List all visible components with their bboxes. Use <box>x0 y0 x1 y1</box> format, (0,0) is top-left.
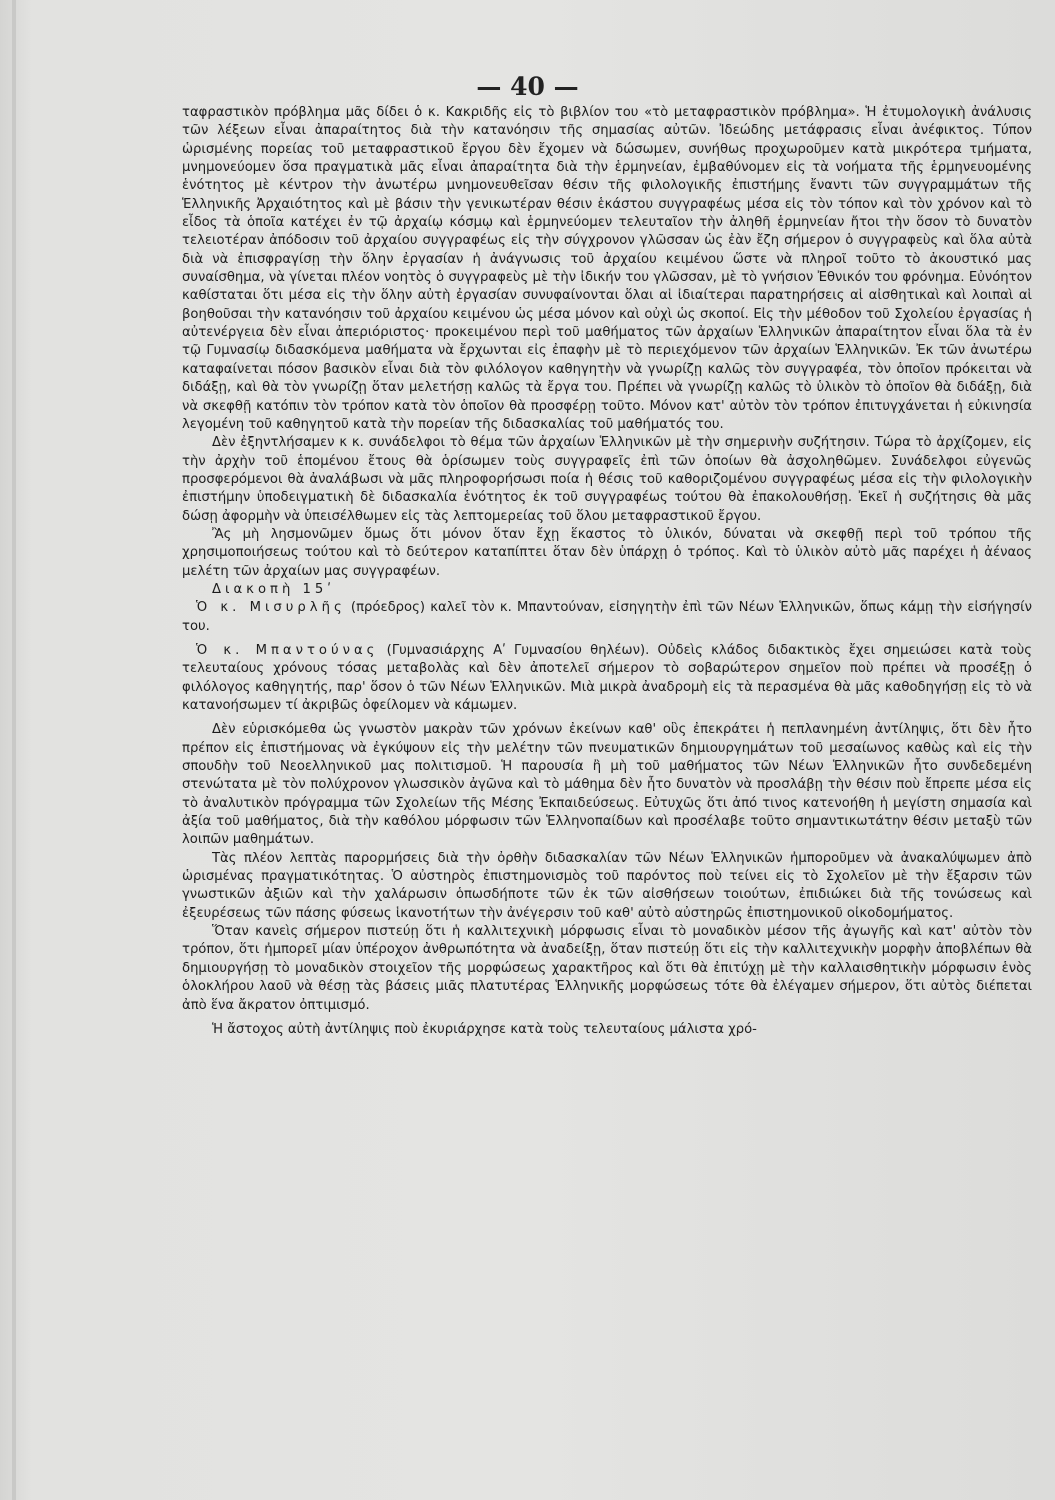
body-text <box>182 104 1032 1039</box>
speech-text: (Γυμνασιάρχης Αʹ Γυμνασίου θηλέων). Οὐδεὶς κλάδος διδακτικὸς ἔχει σημειώσει κατὰ τοὺς τελευταίους χρόνους τόσας μεταβολὰς καὶ δὲν ἀποτελεῖ σήμερον τὸ σοβαρώτερον σημεῖον ποὺ πρέπει νὰ προσέξῃ ὁ φιλόλογος καθηγητής, παρ' ὅσον ὁ τῶν Νέων Ἑλληνικῶν. Μιὰ μικρὰ ἀναδρομὴ εἰς τὰ περασμένα θὰ μᾶς καθοδηγήσῃ εἰς τὸ νὰ κατανοήσωμεν τί ἀκριβῶς ὀφείλομεν νὰ κάμωμεν. <box>182 642 1032 713</box>
paragraph: Ὅταν κανεὶς σήμερον πιστεύῃ ὅτι ἡ καλλιτεχνικὴ μόρφωσις εἶναι τὸ μοναδικὸν μέσον τῆς ἀγωγῆς καὶ κατ' αὐτὸν τὸν τρόπον, ὅτι ἠμπορεῖ μίαν ὑπέροχον ἀνθρωπότητα νὰ ἀναδείξῃ, ὅταν πιστεύῃ ὅτι εἰς τὴν καλλιτεχνικὴν μορφὴν ἀποβλέπων θὰ δημιουργήσῃ τὸ μοναδικὸν στοιχεῖον τῆς μορφώσεως χαρακτῆρος καὶ ὅτι θὰ ἐπιτύχῃ μὲ τὴν καλλαισθητικὴν μόρφωσιν ἑνὸς ὁλοκλήρου λαοῦ νὰ θέσῃ τὰς βάσεις μιᾶς πλατυτέρας Ἑλληνικῆς μορφώσεως τότε θὰ ἐλέγαμεν σήμερον, ὅτι αὐτὸς διέπεται ἀπὸ ἕνα ἄκρατον ὀπτιμισμό. <box>182 924 1032 1013</box>
paragraph: Ἡ ἄστοχος αὐτὴ ἀντίληψις ποὺ ἐκυριάρχησε κατὰ τοὺς τελευταίους μάλιστα χρό- <box>212 1021 757 1037</box>
paragraph: Τὰς πλέον λεπτὰς παρορμήσεις διὰ τὴν ὀρθὴν διδασκαλίαν τῶν Νέων Ἑλληνικῶν ἠμποροῦμεν νὰ ἀνακαλύψωμεν ἀπὸ ὡρισμένας πραγματικότητας. Ὁ αὐστηρὸς ἐπιστημονισμὸς τοῦ παρόντος ποὺ τείνει εἰς τὸ Σχολεῖον μὲ τὴν ἔξαρσιν τῶν γνωστικῶν ἀξιῶν καὶ τὴν χαλάρωσιν ὁπωσδήποτε τῶν ἐκ τῶν αἰσθήσεων τοιούτων, ἐπιδιώκει διὰ τῆς τονώσεως καὶ ἐξευρέσεως τῶν πάσης φύσεως ἱκανοτήτων τὴν ἀνέγερσιν τοῦ καθ' αὐτὸ αὐστηρῶς ἐπιστημονικοῦ οἰκοδομήματος. <box>182 850 1032 921</box>
break-heading: Διακοπὴ 15ʹ <box>212 581 335 597</box>
speaker-name: Ὁ κ. Μπαντούνας <box>196 642 379 658</box>
paragraph: ταφραστικὸν πρόβλημα μᾶς δίδει ὁ κ. Κακριδῆς εἰς τὸ βιβλίον του «τὸ μεταφραστικὸν πρόβλημα». Ἡ ἐτυμολογικὴ ἀνάλυσις τῶν λέξεων εἶναι ἀπαραίτητος διὰ τὴν κατανόησιν τῆς σημασίας αὐτῶν. Ἰδεώδης μετάφρασις εἶναι ἀνέφικτος. Τύπον ὡρισμένης πορείας τοῦ μεταφραστικοῦ ἔργου δὲν ἔχομεν νὰ δώσωμεν, συνήθως προχωροῦμεν κατὰ μικρότερα τμήματα, μνημονεύομεν ὅσα πραγματικὰ μᾶς εἶναι ἀπαραίτητα διὰ τὴν ἑρμηνείαν, ἐμβαθύνομεν εἰς τὰ νοήματα τῆς ἑρμηνευομένης ἑνότητος μὲ κέντρον τὴν ἀνωτέρω μνημονευθεῖσαν θέσιν τῆς φιλολογικῆς ἐπιστήμης ἔναντι τῶν συγγραμμάτων τῆς Ἑλληνικῆς Ἀρχαιότητος καὶ μὲ βάσιν τὴν γενικωτέραν θέσιν ἑκάστου συγγραφέως μέσα εἰς τὸν τόπον καὶ τὸν χρόνον καὶ τὸ εἶδος τὰ ὁποῖα κατέχει ἐν τῷ ἀρχαίῳ κόσμῳ καὶ ἑρμηνεύομεν τελευταῖον τὴν ἀληθῆ ἑρμηνείαν ἤτοι τὴν ὅσον τὸ δυνατὸν τελειοτέραν ἀπόδοσιν τοῦ ἀρχαίου συγγραφέως εἰς τὴν σύγχρονον γλῶσσαν ὡς ἐὰν ἔζη σήμερον ὁ συγγραφεὺς καὶ ὅλα αὐτὰ διὰ νὰ ἐπισφραγίσῃ τὴν ὅλην ἐργασίαν ἡ ἀνάγνωσις τοῦ ἀρχαίου κειμένου ὥστε νὰ πληροῖ τοῦτο τὸ ἀκουστικό μας συναίσθημα, νὰ γίνεται πλέον νοητὸς ὁ συγγραφεὺς μὲ τὴν ἰδικήν του γλῶσσαν, μὲ τὸ γνήσιον Ἐθνικόν του φρόνημα. Εὐνόητον καθίσταται ὅτι μέσα εἰς τὴν ὅλην αὐτὴ ἐργασίαν συνυφαίνονται ὅλαι αἱ ἰδιαίτεραι παρατηρήσεις αἱ αἰσθητικαὶ καὶ λοιπαὶ αἱ βοηθοῦσαι τὴν κατανόησιν τοῦ ἀρχαίου κειμένου ὡς μέσα μόνον καὶ οὐχὶ ὡς σκοποί. Εἰς τὴν μέθοδον τοῦ Σχολείου ἐργασίας ἡ αὐτενέργεια δὲν εἶναι ἀπεριόριστος· προκειμένου περὶ τοῦ μαθήματος τῶν ἀρχαίων Ἑλληνικῶν ἀπαραίτητον εἶναι ὅλα τὰ ἐν τῷ Γυμνασίῳ διδασκόμενα μαθήματα νὰ ἔρχωνται εἰς ἐπαφὴν μὲ τὸ περιεχόμενον τῶν ἀρχαίων Ἑλληνικῶν. Ἐκ τῶν ἀνωτέρω καταφαίνεται πόσον βασικὸν εἶναι διὰ τὸν φιλόλογον καθηγητὴν νὰ γνωρίζῃ καλῶς τὸν συγγραφέα, τὸν ὁποῖον πρόκειται νὰ διδάξῃ, καὶ θὰ τὸν γνωρίζῃ ὅταν μελετήσῃ καλῶς τὰ ἔργα του. Πρέπει νὰ γνωρίζῃ καλῶς τὸ ὑλικὸν τὸ ὁποῖον θὰ διδάξῃ, διὰ νὰ σκεφθῇ κατόπιν τὸν τρόπον κατὰ τὸν ὁποῖον θὰ προσφέρῃ τοῦτο. Μόνον κατ' αὐτὸν τὸν τρόπον ἐπιτυγχάνεται ἡ εὐκινησία λεγομένη τοῦ καθηγητοῦ κατὰ τὴν πορείαν τῆς διδασκαλίας τοῦ μαθήματός του. <box>182 105 1032 432</box>
page-edge <box>12 0 16 1500</box>
paragraph: Δὲν εὑρισκόμεθα ὡς γνωστὸν μακρὰν τῶν χρόνων ἐκείνων καθ' οὓς ἐπεκράτει ἡ πεπλανημένη ἀντίληψις, ὅτι δὲν ἦτο πρέπον εἰς ἐπιστήμονας νὰ ἐγκύψουν εἰς τὴν μελέτην τῶν πνευματικῶν δημιουργημάτων τοῦ μεσαίωνος καθὼς καὶ εἰς τὴν σπουδὴν τοῦ Νεοελληνικοῦ μας πολιτισμοῦ. Ἡ παρουσία ἢ μὴ τοῦ μαθήματος τῶν Νέων Ἑλληνικῶν ἦτο συνδεδεμένη στενώτατα μὲ τὸν πολύχρονον γλωσσικὸν ἀγῶνα καὶ τὸ μάθημα δὲν ἦτο δυνατὸν νὰ προσλάβῃ τὴν θέσιν ποὺ ἔπρεπε μέσα εἰς τὸ ἀναλυτικὸν πρόγραμμα τῶν Σχολείων τῆς Μέσης Ἐκπαιδεύσεως. Εὐτυχῶς ὅτι ἀπό τινος κατενοήθη ἡ μεγίστη σημασία καὶ ἀξία τοῦ μαθήματος, διὰ τὴν καθόλου μόρφωσιν τῶν Ἑλληνοπαίδων καὶ προσέλαβε τοῦτο σημαντικωτάτην θέσιν μεταξὺ τῶν λοιπῶν μαθημάτων. <box>182 722 1032 848</box>
page-number-value: 40 <box>510 72 545 101</box>
page-number: — 40 — <box>476 72 579 101</box>
paragraph: Δὲν ἐξηντλήσαμεν κ κ. συνάδελφοι τὸ θέμα τῶν ἀρχαίων Ἑλληνικῶν μὲ τὴν σημερινὴν συζήτησιν. Τώρα τὸ ἀρχίζομεν, εἰς τὴν ἀρχὴν τοῦ ἑπομένου ἔτους θὰ ὁρίσωμεν τοὺς συγγραφεῖς ἐπὶ τῶν ὁποίων θὰ ἀσχοληθῶμεν. Συνάδελφοι εὐγενῶς προσφερόμενοι θὰ ἀναλάβωσι νὰ μᾶς πληροφορήσωσι ποία ἡ θέσις τοῦ καθοριζομένου συγγραφέως μέσα εἰς τὴν φιλολογικὴν ἐπιστήμην ὑποδειγματικὴ δὲ διδασκαλία ἑνότητος ἐκ τοῦ συγγραφέως τούτου θὰ ἐπακολουθήσῃ. Ἐκεῖ ἡ συζήτησις θὰ μᾶς δώσῃ ἀφορμὴν νὰ ὑπεισέλθωμεν εἰς τὰς λεπτομερείας τοῦ ὅλου μεταφραστικοῦ ἔργου. <box>182 435 1032 524</box>
paragraph: Ἂς μὴ λησμονῶμεν ὅμως ὅτι μόνον ὅταν ἔχῃ ἕκαστος τὸ ὑλικόν, δύναται νὰ σκεφθῇ περὶ τοῦ τρόπου τῆς χρησιμοποιήσεως τούτου καὶ τὸ δεύτερον καταπίπτει ὅταν δὲν ὑπάρχῃ ὁ τρόπος. Καὶ τὸ ὑλικὸν αὐτὸ μᾶς παρέχει ἡ ἀέναος μελέτη τῶν ἀρχαίων μας συγγραφέων. <box>182 526 1032 579</box>
speech-paragraph <box>182 599 1032 636</box>
speaker-name: Ὁ κ. Μισυρλῆς <box>196 600 346 616</box>
speech-text: (πρόεδρος) καλεῖ τὸν κ. Μπαντούναν, εἰσηγητὴν ἐπὶ τῶν Νέων Ἑλληνικῶν, ὅπως κάμῃ τὴν εἰσήγησίν του. <box>182 600 1032 634</box>
speech-paragraph <box>182 642 1032 715</box>
